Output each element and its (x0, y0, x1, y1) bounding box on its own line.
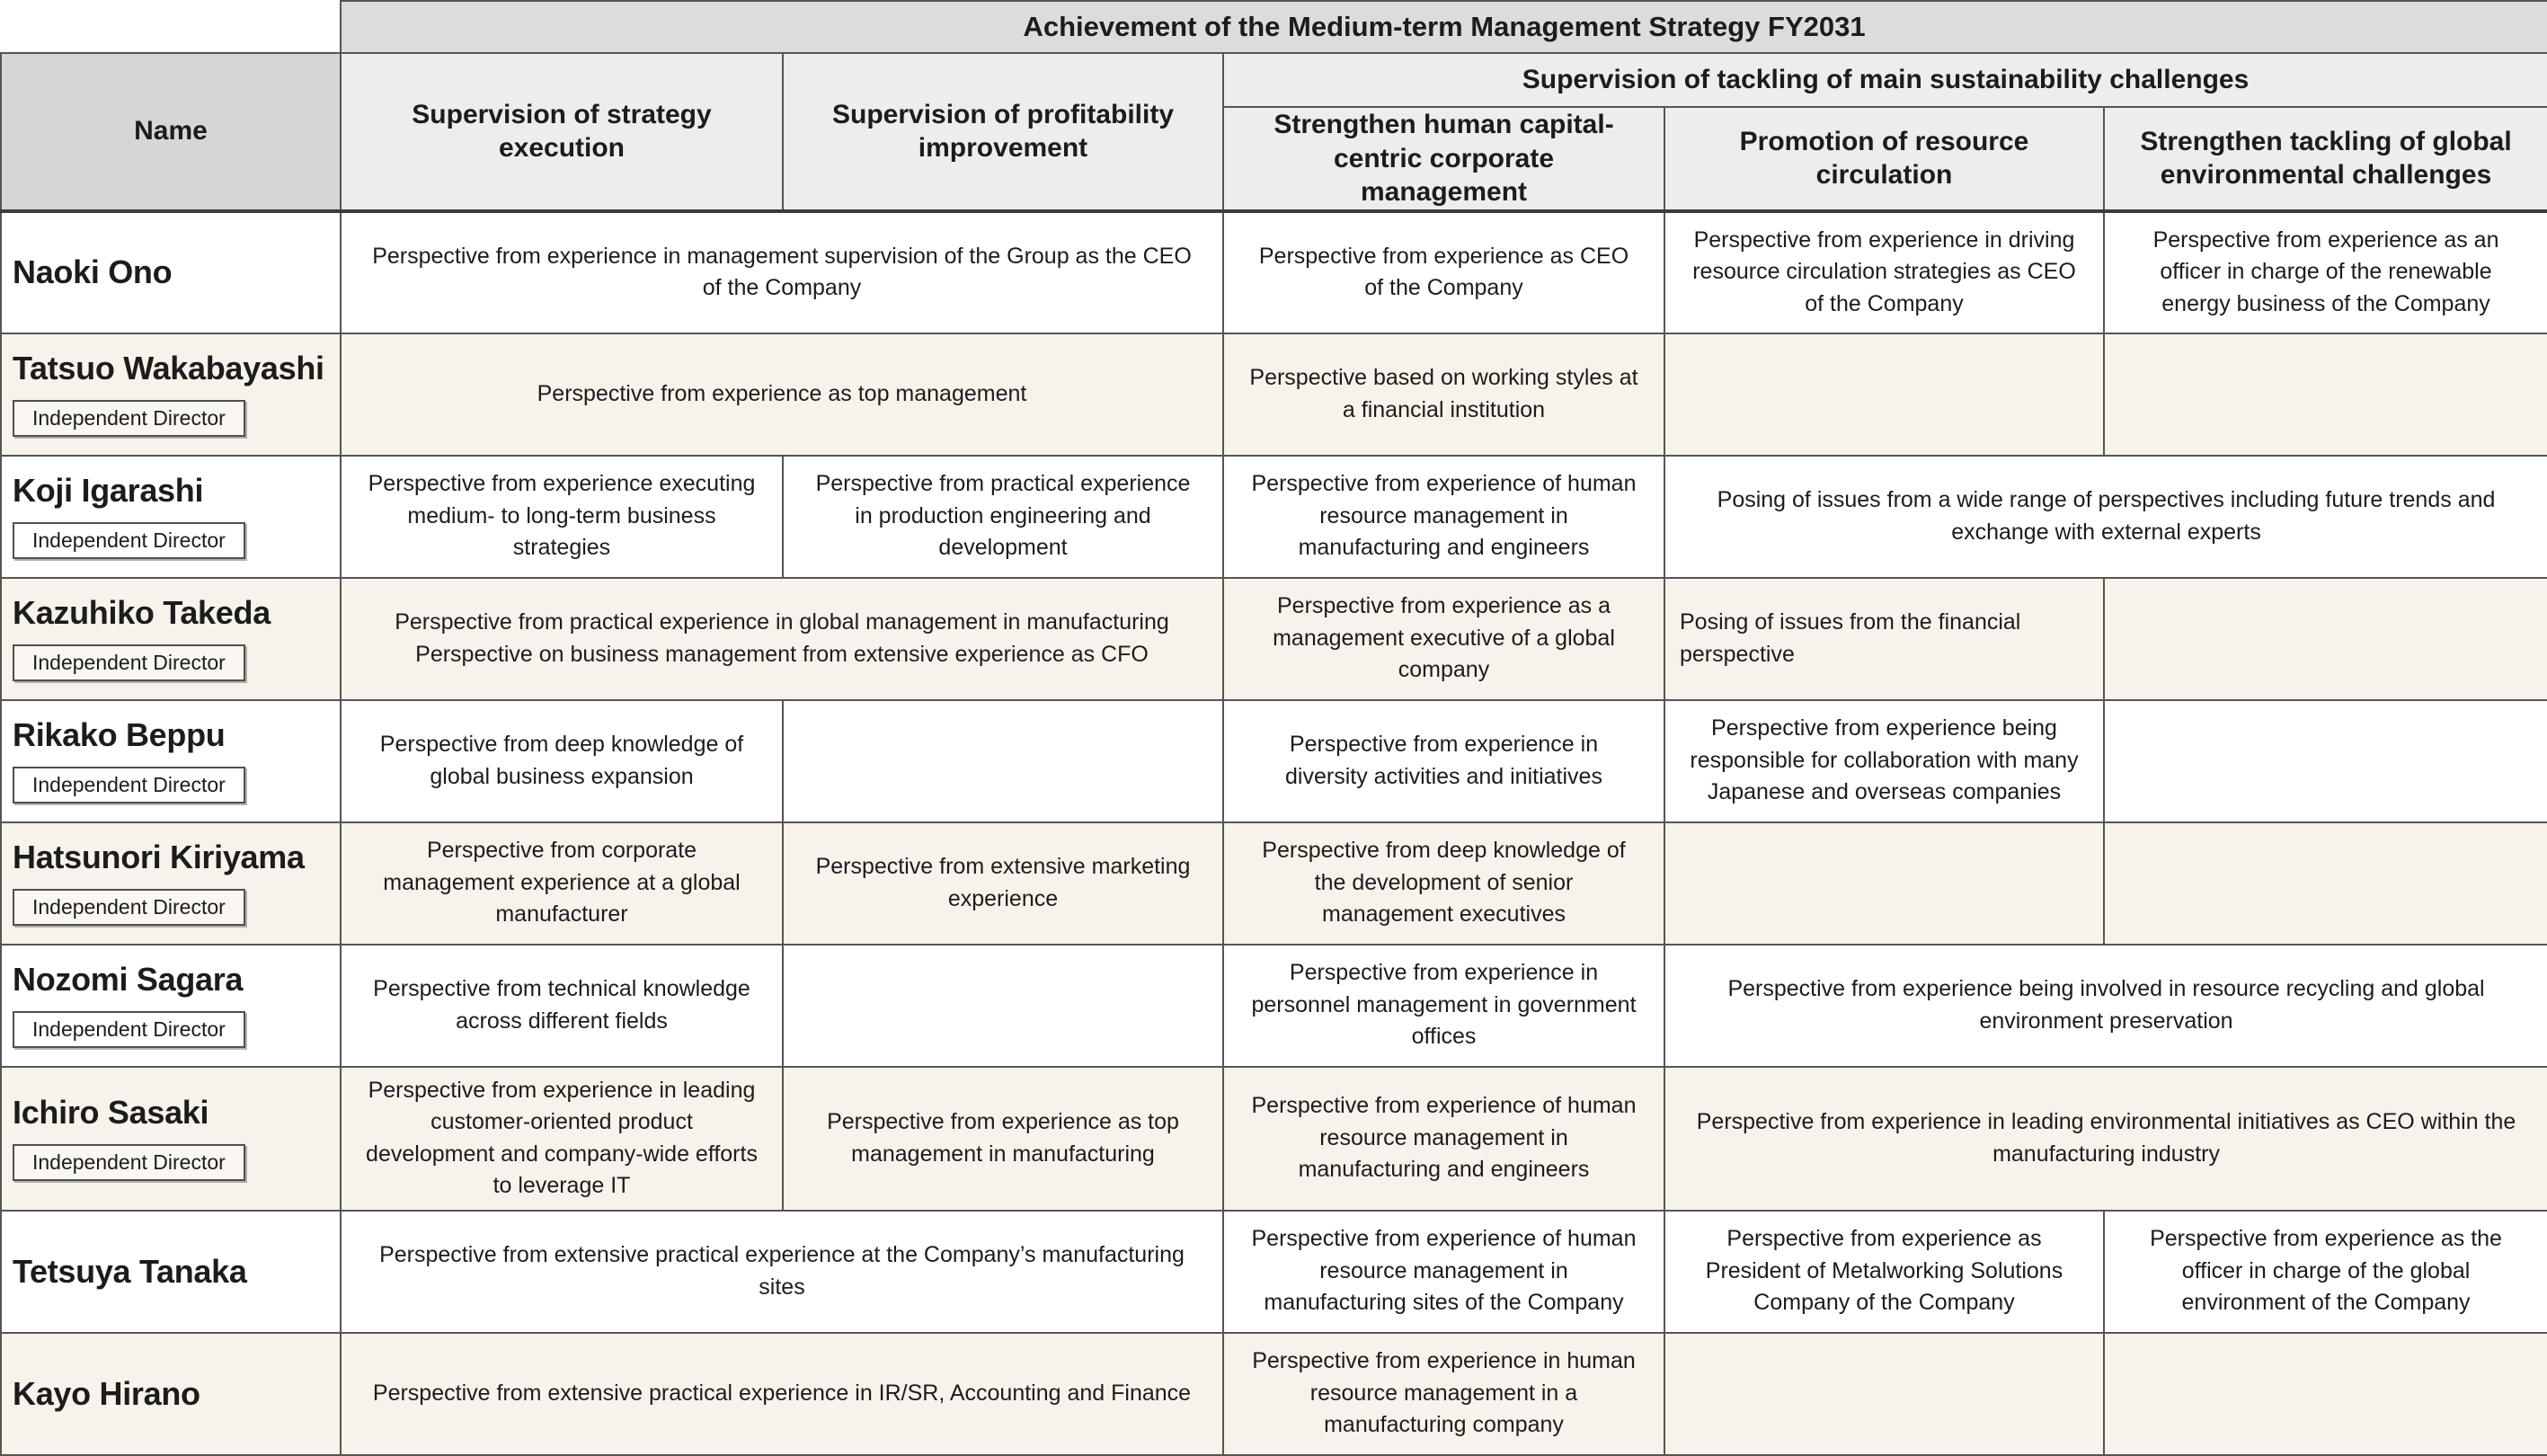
director-name: Kazuhiko Takeda (13, 594, 271, 632)
cell-strategy-execution: Perspective from technical knowledge across different fields (341, 945, 783, 1067)
director-name: Hatsunori Kiriyama (13, 839, 305, 876)
director-name: Tetsuya Tanaka (13, 1252, 247, 1290)
table-row (1, 1211, 2547, 1333)
cell-strategy-profitability: Perspective from extensive practical experience in IR/SR, Accounting and Finance (341, 1333, 1223, 1455)
name-cell (1, 333, 341, 456)
cell-resource-circulation: Perspective from experience as President of Metalworking Solutions Company of the Company (1664, 1211, 2104, 1333)
name-cell (1, 456, 341, 578)
independent-director-badge: Independent Director (13, 1144, 245, 1181)
cell-environmental (2104, 700, 2547, 822)
cell-strategy-profitability (341, 578, 1223, 700)
director-name: Rikako Beppu (13, 716, 226, 754)
table-row (1, 700, 2547, 822)
cell-resource-circulation: Posing of issues from the financial perspective (1664, 578, 2104, 700)
name-cell (1, 1211, 341, 1333)
cell-human-capital: Perspective from experience as a management executive of a global company (1223, 578, 1664, 700)
column-header-name: Name (1, 53, 341, 211)
name-cell (1, 1333, 341, 1455)
cell-strategy-execution: Perspective from corporate management experience at a global manufacturer (341, 822, 783, 945)
column-header-human-capital: Strengthen human capital-centric corporate management (1223, 107, 1664, 211)
cell-resource-circulation (1664, 333, 2104, 456)
cell-environmental (2104, 578, 2547, 700)
director-name: Naoki Ono (13, 253, 173, 291)
name-cell (1, 211, 341, 333)
cell-environmental: Perspective from experience as the officer in charge of the global environment of the Company (2104, 1211, 2547, 1333)
independent-director-badge: Independent Director (13, 889, 245, 926)
independent-director-badge: Independent Director (13, 644, 245, 681)
independent-director-badge: Independent Director (13, 400, 245, 437)
cell-line-1: Perspective from practical experience in global management in manufacturing (395, 609, 1169, 635)
column-header-profitability: Supervision of profitability improvement (783, 53, 1223, 211)
cell-human-capital: Perspective from experience in personnel management in government offices (1223, 945, 1664, 1067)
header-group-row (1, 53, 2547, 107)
director-name: Koji Igarashi (13, 472, 204, 510)
name-cell (1, 700, 341, 822)
table-row (1, 456, 2547, 578)
cell-environmental: Perspective from experience as an officer in charge of the renewable energy business of the Company (2104, 211, 2547, 333)
table-row (1, 1333, 2547, 1455)
director-name: Ichiro Sasaki (13, 1094, 209, 1132)
cell-resource-environment: Perspective from experience being involved in resource recycling and global environment preservation (1664, 945, 2547, 1067)
cell-human-capital: Perspective from experience of human resource management in manufacturing sites of the Company (1223, 1211, 1664, 1333)
header-band-row (1, 1, 2547, 53)
column-header-sustainability: Supervision of tackling of main sustainability challenges (1223, 53, 2547, 107)
column-header-resource-circulation: Promotion of resource circulation (1664, 107, 2104, 211)
cell-resource-circulation (1664, 1333, 2104, 1455)
independent-director-badge: Independent Director (13, 767, 245, 803)
cell-line-2: Perspective on business management from extensive experience as CFO (415, 641, 1149, 667)
cell-environmental (2104, 822, 2547, 945)
director-name: Tatsuo Wakabayashi (13, 350, 324, 387)
cell-profitability (783, 945, 1223, 1067)
name-cell (1, 1067, 341, 1211)
cell-strategy-profitability: Perspective from experience in management supervision of the Group as the CEO of the Company (341, 211, 1223, 333)
cell-resource-circulation: Perspective from experience in driving resource circulation strategies as CEO of the Company (1664, 211, 2104, 333)
header-band-title: Achievement of the Medium-term Management Strategy FY2031 (341, 1, 2547, 53)
cell-strategy-execution: Perspective from experience executing medium- to long-term business strategies (341, 456, 783, 578)
name-cell (1, 822, 341, 945)
cell-resource-environment: Posing of issues from a wide range of perspectives including future trends and exchange with external experts (1664, 456, 2547, 578)
cell-human-capital: Perspective from experience in diversity activities and initiatives (1223, 700, 1664, 822)
cell-profitability: Perspective from extensive marketing experience (783, 822, 1223, 945)
table-row (1, 945, 2547, 1067)
name-cell (1, 945, 341, 1067)
column-header-strategy-execution: Supervision of strategy execution (341, 53, 783, 211)
table-row (1, 333, 2547, 456)
cell-human-capital: Perspective from experience as CEO of the Company (1223, 211, 1664, 333)
cell-human-capital: Perspective from experience of human resource management in manufacturing and engineers (1223, 1067, 1664, 1211)
table-row (1, 211, 2547, 333)
column-header-environmental-challenges: Strengthen tackling of global environmental challenges (2104, 107, 2547, 211)
independent-director-badge: Independent Director (13, 1011, 245, 1048)
director-name: Nozomi Sagara (13, 961, 244, 999)
cell-resource-environment: Perspective from experience in leading environmental initiatives as CEO within the manufacturing industry (1664, 1067, 2547, 1211)
independent-director-badge: Independent Director (13, 522, 245, 559)
table-row (1, 1067, 2547, 1211)
cell-resource-circulation: Perspective from experience being responsible for collaboration with many Japanese and overseas companies (1664, 700, 2104, 822)
table-row (1, 578, 2547, 700)
director-name: Kayo Hirano (13, 1374, 200, 1412)
cell-resource-circulation (1664, 822, 2104, 945)
cell-human-capital: Perspective based on working styles at a financial institution (1223, 333, 1664, 456)
cell-strategy-execution: Perspective from experience in leading customer-oriented product development and company-wide efforts to leverage IT (341, 1067, 783, 1211)
name-cell (1, 578, 341, 700)
cell-human-capital: Perspective from experience in human resource management in a manufacturing company (1223, 1333, 1664, 1455)
cell-profitability (783, 700, 1223, 822)
header-corner-spacer (1, 1, 341, 53)
cell-strategy-profitability: Perspective from experience as top management (341, 333, 1223, 456)
cell-profitability: Perspective from practical experience in production engineering and development (783, 456, 1223, 578)
cell-human-capital: Perspective from experience of human resource management in manufacturing and engineers (1223, 456, 1664, 578)
cell-human-capital: Perspective from deep knowledge of the development of senior management executives (1223, 822, 1664, 945)
cell-strategy-profitability: Perspective from extensive practical experience at the Company’s manufacturing sites (341, 1211, 1223, 1333)
cell-strategy-execution: Perspective from deep knowledge of global business expansion (341, 700, 783, 822)
table-row (1, 822, 2547, 945)
cell-environmental (2104, 1333, 2547, 1455)
cell-profitability: Perspective from experience as top management in manufacturing (783, 1067, 1223, 1211)
table-header (1, 1, 2547, 211)
cell-environmental (2104, 333, 2547, 456)
